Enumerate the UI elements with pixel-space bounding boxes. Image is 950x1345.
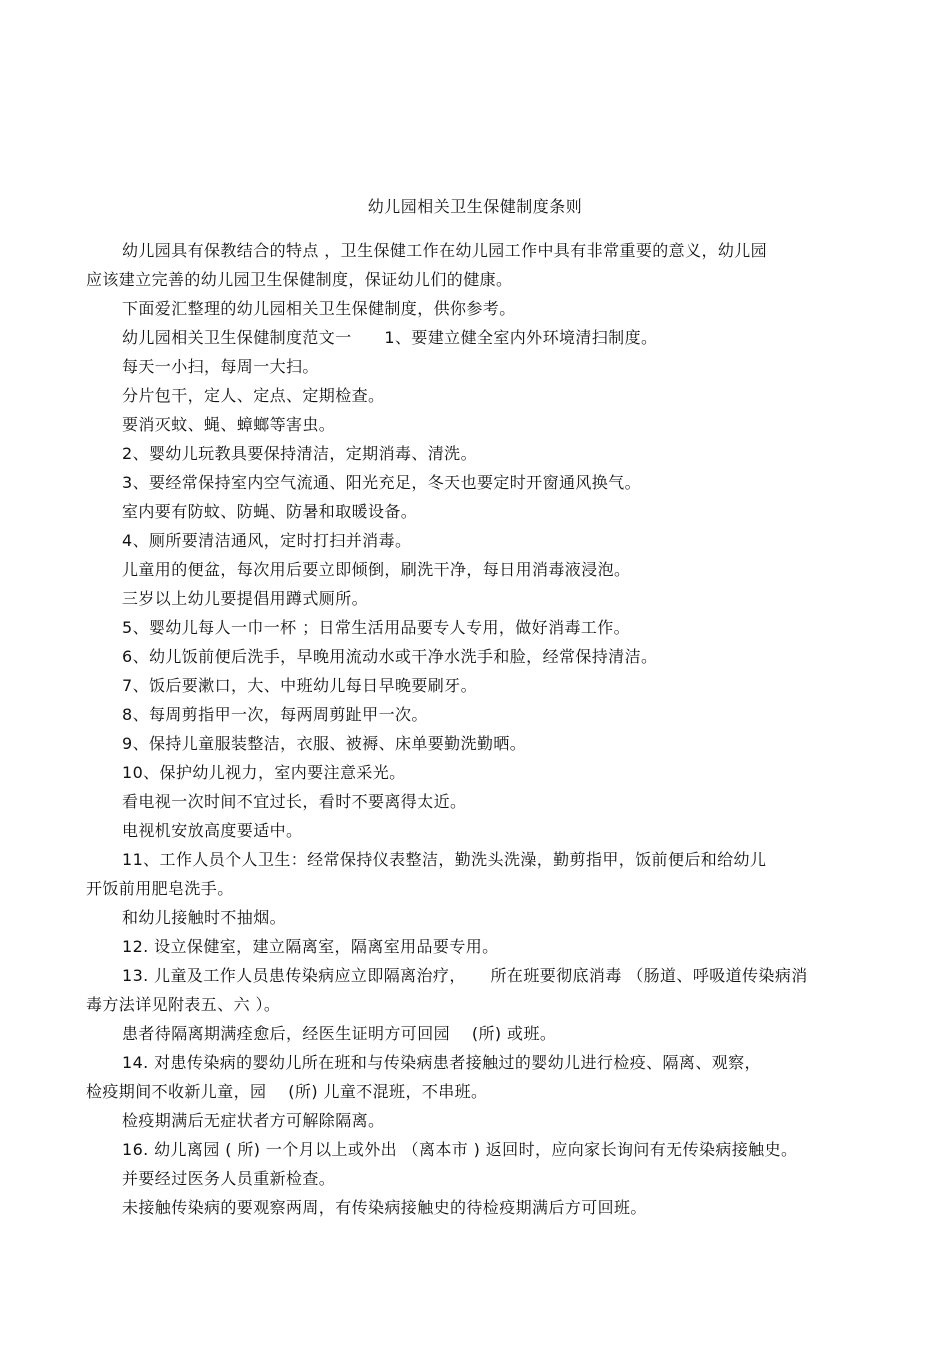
paragraph-continuation-line: 应该建立完善的幼儿园卫生保健制度，保证幼儿们的健康。	[86, 270, 513, 289]
paragraph-line: 下面爱汇整理的幼儿园相关卫生保健制度，供你参考。	[122, 299, 516, 318]
paragraph	[86, 613, 876, 642]
paragraph-line: 幼儿园具有保教结合的特点 ，卫生保健工作在幼儿园工作中具有非常重要的意义，幼儿园	[122, 241, 768, 260]
paragraph-continuation-line: 检疫期间不收新儿童，园 (所) 儿童不混班，不串班。	[86, 1082, 488, 1101]
paragraph-line: 9、保持儿童服装整洁，衣服、被褥、床单要勤洗勤晒。	[122, 734, 527, 753]
paragraph-line: 看电视一次时间不宜过长，看时不要离得太近。	[122, 792, 467, 811]
paragraph-line: 要消灭蚊、蝇、蟑螂等害虫。	[122, 415, 336, 434]
paragraph	[86, 1135, 876, 1164]
paragraph	[86, 700, 876, 729]
paragraph-line: 13. 儿童及工作人员患传染病应立即隔离治疗， 所在班要彻底消毒 （肠道、呼吸道传染病消	[122, 966, 808, 985]
paragraph-line: 并要经过医务人员重新检查。	[122, 1169, 336, 1188]
paragraph-line: 每天一小扫，每周一大扫。	[122, 357, 319, 376]
paragraph	[86, 903, 876, 932]
paragraph-line: 16. 幼儿离园 ( 所) 一个月以上或外出 （离本市 ) 返回时，应向家长询问有无传染病接触史。	[122, 1140, 798, 1159]
paragraph	[86, 787, 876, 816]
paragraph-continuation-line: 开饭前用肥皂洗手。	[86, 879, 234, 898]
paragraph	[86, 294, 876, 323]
paragraph	[86, 961, 876, 1019]
paragraph-line: 6、幼儿饭前便后洗手，早晚用流动水或干净水洗手和脸，经常保持清洁。	[122, 647, 658, 666]
paragraph	[86, 1193, 876, 1222]
paragraph-line: 14. 对患传染病的婴幼儿所在班和与传染病患者接触过的婴幼儿进行检疫、隔离、观察，	[122, 1053, 761, 1072]
paragraph-line: 室内要有防蚊、防蝇、防暑和取暖设备。	[122, 502, 418, 521]
paragraph-line: 电视机安放高度要适中。	[122, 821, 303, 840]
paragraph-continuation-line: 毒方法详见附表五、六 ）。	[86, 995, 281, 1014]
paragraph	[86, 845, 876, 903]
paragraph-line: 三岁以上幼儿要提倡用蹲式厕所。	[122, 589, 369, 608]
paragraph-line: 10、保护幼儿视力，室内要注意采光。	[122, 763, 406, 782]
paragraph	[86, 352, 876, 381]
document-body	[86, 236, 876, 1222]
paragraph-line: 12. 设立保健室，建立隔离室，隔离室用品要专用。	[122, 937, 499, 956]
paragraph	[86, 236, 876, 294]
paragraph-line: 2、婴幼儿玩教具要保持清洁，定期消毒、清洗。	[122, 444, 477, 463]
paragraph	[86, 555, 876, 584]
paragraph	[86, 758, 876, 787]
paragraph	[86, 642, 876, 671]
paragraph	[86, 1048, 876, 1106]
paragraph	[86, 439, 876, 468]
paragraph-line: 和幼儿接触时不抽烟。	[122, 908, 287, 927]
document-title: 幼儿园相关卫生保健制度条则	[367, 197, 583, 216]
paragraph	[86, 584, 876, 613]
paragraph	[86, 410, 876, 439]
paragraph-line: 分片包干，定人、定点、定期检查。	[122, 386, 385, 405]
paragraph-line: 7、饭后要漱口，大、中班幼儿每日早晚要刷牙。	[122, 676, 477, 695]
paragraph	[86, 381, 876, 410]
paragraph-line: 5、婴幼儿每人一巾一杯 ；日常生活用品要专人专用，做好消毒工作。	[122, 618, 631, 637]
paragraph	[86, 1106, 876, 1135]
paragraph	[86, 323, 876, 352]
paragraph	[86, 526, 876, 555]
paragraph-line: 幼儿园相关卫生保健制度范文一 1、要建立健全室内外环境清扫制度。	[122, 328, 658, 347]
paragraph-line: 3、要经常保持室内空气流通、阳光充足，冬天也要定时开窗通风换气。	[122, 473, 641, 492]
paragraph	[86, 468, 876, 497]
paragraph-line: 患者待隔离期满痊愈后，经医生证明方可回园 (所) 或班。	[122, 1024, 557, 1043]
paragraph-line: 检疫期满后无症状者方可解除隔离。	[122, 1111, 385, 1130]
paragraph	[86, 816, 876, 845]
paragraph	[86, 729, 876, 758]
paragraph-line: 4、厕所要清洁通风，定时打扫并消毒。	[122, 531, 412, 550]
paragraph-line: 儿童用的便盆，每次用后要立即倾倒，刷洗干净，每日用消毒液浸泡。	[122, 560, 631, 579]
paragraph	[86, 1019, 876, 1048]
paragraph-line: 8、每周剪指甲一次，每两周剪趾甲一次。	[122, 705, 428, 724]
paragraph	[86, 932, 876, 961]
paragraph	[86, 671, 876, 700]
paragraph	[86, 497, 876, 526]
paragraph-line: 未接触传染病的要观察两周，有传染病接触史的待检疫期满后方可回班。	[122, 1198, 647, 1217]
paragraph	[86, 1164, 876, 1193]
paragraph-line: 11、工作人员个人卫生：经常保持仪表整洁，勤洗头洗澡，勤剪指甲，饭前便后和给幼儿	[122, 850, 767, 869]
